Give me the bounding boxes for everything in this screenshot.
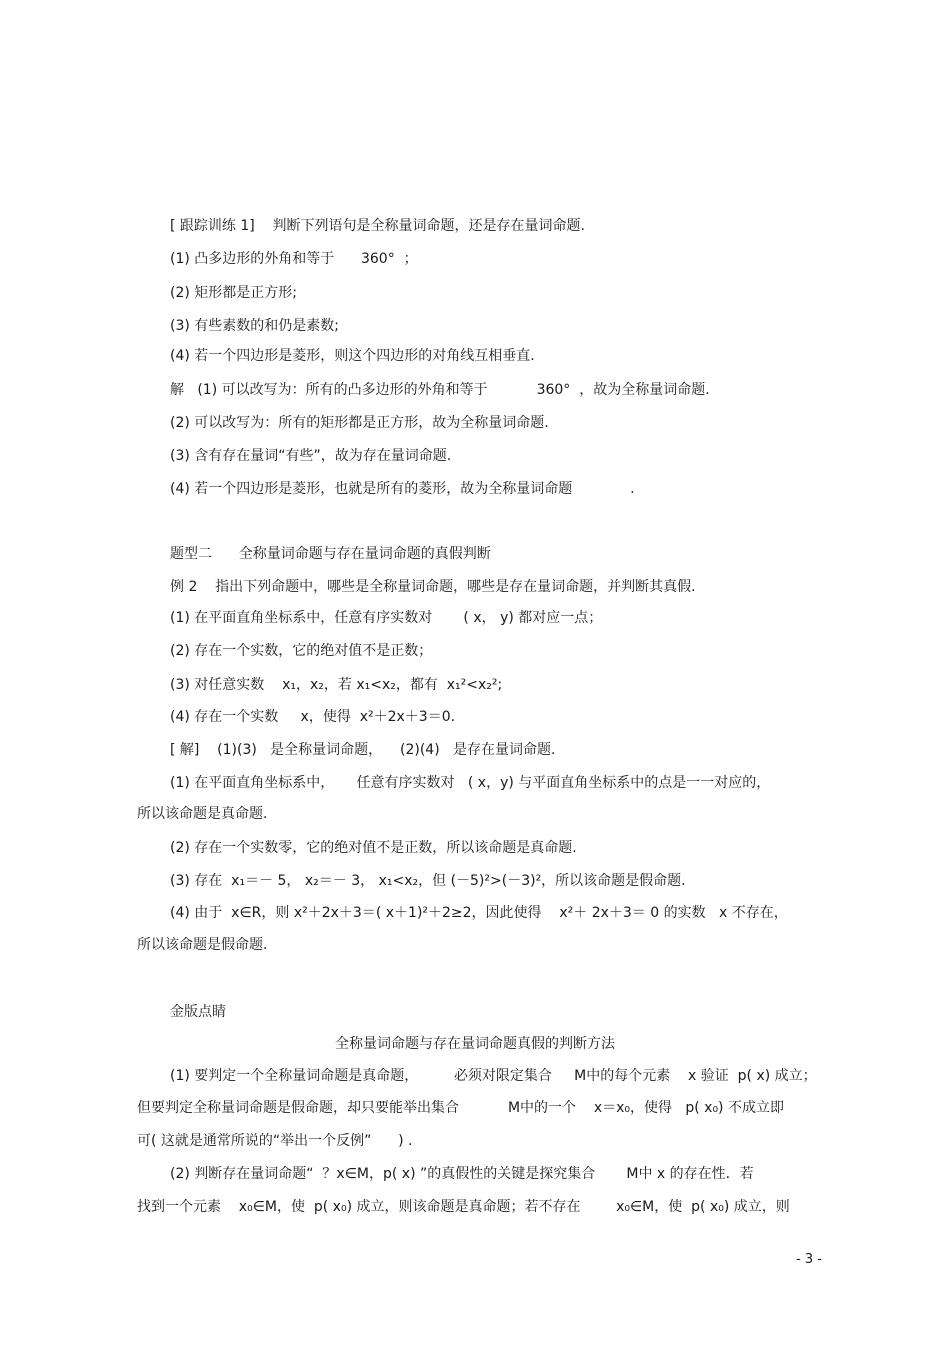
text-line: 解 (1) 可以改写为：所有的凸多边形的外角和等于 360° ，故为全称量词命题. [170, 382, 710, 398]
text-line: (2) 存在一个实数零，它的绝对值不是正数，所以该命题是真命题. [170, 840, 577, 856]
text-line: (2) 存在一个实数，它的绝对值不是正数； [170, 643, 433, 659]
text-line: (3) 含有存在量词“有些”，故为存在量词命题. [170, 448, 452, 464]
text-line: (2) 可以改写为：所有的矩形都是正方形，故为全称量词命题. [170, 415, 549, 431]
text-line: (2) 矩形都是正方形; [170, 285, 297, 301]
section-heading: 金版点睛 [170, 1004, 226, 1020]
text-line: (4) 若一个四边形是菱形，也就是所有的菱形，故为全称量词命题 . [170, 481, 635, 497]
text-line: (1) 在平面直角坐标系中， 任意有序实数对 ( x，y) 与平面直角坐标系中的点是一一对应的， [170, 775, 771, 791]
text-line: 所以该命题是真命题. [137, 806, 268, 822]
text-line: (3) 有些素数的和仍是素数; [170, 318, 339, 334]
text-line: 可( 这就是通常所说的“举出一个反例” ) . [137, 1133, 413, 1149]
text-line: [ 跟踪训练 1] 判断下列语句是全称量词命题，还是存在量词命题. [170, 218, 585, 234]
text-line: [ 解] (1)(3) 是全称量词命题， (2)(4) 是存在量词命题. [170, 742, 556, 758]
centered-title: 全称量词命题与存在量词命题真假的判断方法 [335, 1036, 615, 1052]
text-line: 所以该命题是假命题. [137, 937, 268, 953]
text-line: 但要判定全称量词命题是假命题，却只要能举出集合 M中的一个 x＝x₀，使得 p( x₀) 不成立即 [137, 1100, 784, 1116]
text-line: (1) 在平面直角坐标系中，任意有序实数对 ( x， y) 都对应一点； [170, 610, 603, 626]
text-line: (3) 对任意实数 x₁，x₂，若 x₁<x₂，都有 x₁²<x₂²; [170, 677, 503, 693]
text-line: (2) 判断存在量词命题“ ？x∈M，p( x) ”的真假性的关键是探究集合 M中 x 的存在性．若 [170, 1166, 754, 1182]
page-number: - 3 - [796, 1252, 822, 1267]
text-line: 找到一个元素 x₀∈M，使 p( x₀) 成立，则该命题是真命题；若不存在 x₀∈M，使 p( x₀) 成立，则 [137, 1199, 790, 1215]
section-heading: 题型二 全称量词命题与存在量词命题的真假判断 [170, 546, 491, 562]
text-line: (1) 要判定一个全称量词命题是真命题， 必须对限定集合 M中的每个元素 x 验证 p( x) 成立； [170, 1068, 817, 1084]
text-line: (1) 凸多边形的外角和等于 360° ； [170, 251, 418, 267]
text-line: (4) 由于 x∈R，则 x²＋2x＋3＝( x＋1)²＋2≥2，因此使得 x²＋ 2x＋3＝ 0 的实数 x 不存在， [170, 905, 788, 921]
text-line: 例 2 指出下列命题中，哪些是全称量词命题，哪些是存在量词命题，并判断其真假. [170, 579, 696, 595]
text-line: (4) 若一个四边形是菱形，则这个四边形的对角线互相垂直. [170, 348, 535, 364]
text-line: (3) 存在 x₁＝－ 5， x₂＝－ 3， x₁<x₂，但 (－5)²>(－3)²，所以该命题是假命题. [170, 873, 686, 889]
text-line: (4) 存在一个实数 x，使得 x²＋2x＋3＝0. [170, 709, 456, 725]
